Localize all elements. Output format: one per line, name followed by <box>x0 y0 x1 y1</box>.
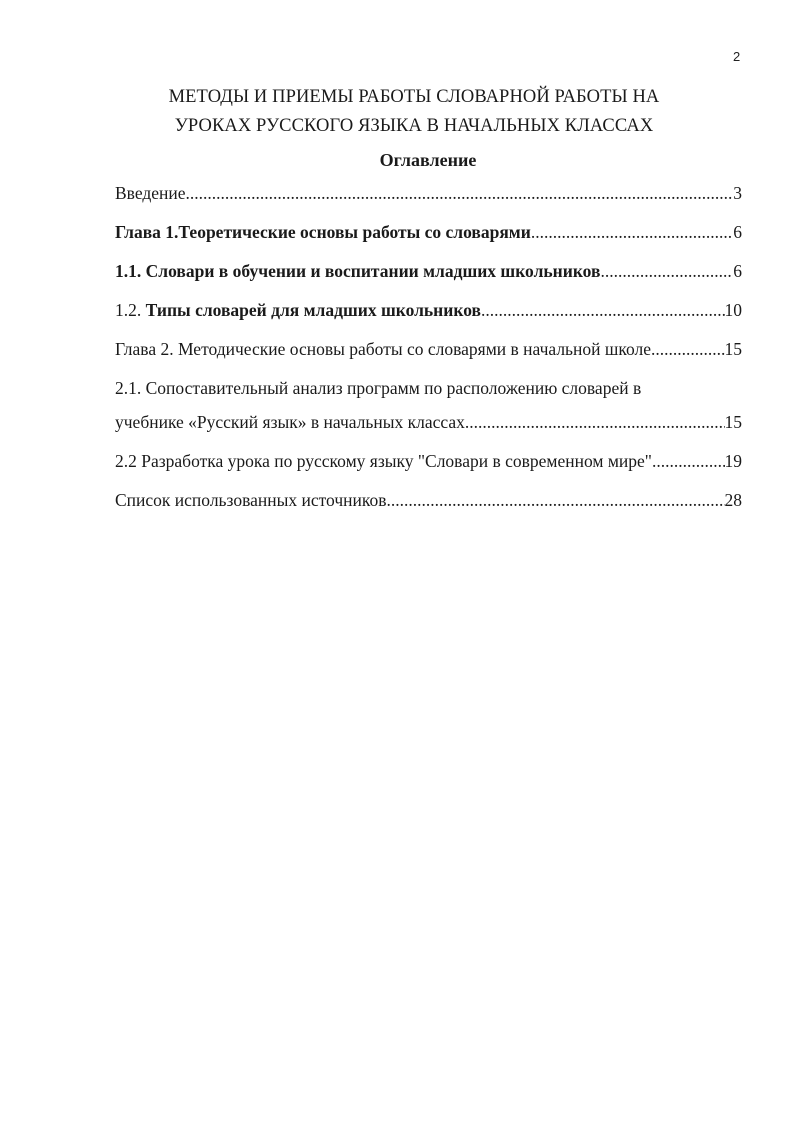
toc-dot-leader <box>651 334 725 364</box>
toc-entry-label: Введение <box>115 183 186 203</box>
document-title-line-2: УРОКАХ РУССКОГО ЯЗЫКА В НАЧАЛЬНЫХ КЛАССАХ <box>174 116 654 136</box>
toc-entry-prefix: 1.2. <box>115 300 146 320</box>
document-title <box>0 83 800 141</box>
toc-entry-page: 19 <box>724 451 742 471</box>
toc-entry-label: Типы словарей для младших школьников <box>145 300 481 320</box>
toc-dot-leader <box>600 256 733 286</box>
toc-entry-page: 6 <box>733 261 742 281</box>
toc-entry-label: Глава 1.Теоретические основы работы со словарями <box>115 222 531 242</box>
toc-entry-section-1-2[interactable] <box>115 295 742 325</box>
toc-dot-leader <box>481 295 725 325</box>
toc-entry-page: 15 <box>724 339 742 359</box>
toc-entry-label-wrapper <box>115 295 481 325</box>
toc-entry-label: учебнике «Русский язык» в начальных классах <box>115 412 465 432</box>
toc-entry-introduction[interactable] <box>115 178 742 208</box>
toc-heading: Оглавление <box>379 150 477 170</box>
toc-dot-leader <box>186 178 734 208</box>
toc-entry-page: 3 <box>733 183 742 203</box>
toc-entry-section-2-1[interactable] <box>115 373 742 437</box>
toc-entry-section-1-1[interactable] <box>115 256 742 286</box>
toc-entry-page: 15 <box>724 412 742 432</box>
toc-entry-chapter-1[interactable] <box>115 217 742 247</box>
toc-entry-page: 6 <box>733 222 742 242</box>
toc-dot-leader <box>652 446 725 476</box>
toc-entry-label: Глава 2. Методические основы работы со словарями в начальной школе <box>115 339 651 359</box>
toc-entry-label: 2.2 Разработка урока по русскому языку "Словари в современном мире" <box>115 451 652 471</box>
toc-entry-page: 28 <box>724 490 742 510</box>
table-of-contents <box>115 178 742 515</box>
toc-entry-section-2-2[interactable] <box>115 446 742 476</box>
toc-entry-references[interactable] <box>115 485 742 515</box>
toc-dot-leader <box>387 485 725 515</box>
toc-dot-leader <box>531 217 733 247</box>
document-title-line-1: МЕТОДЫ И ПРИЕМЫ РАБОТЫ СЛОВАРНОЙ РАБОТЫ НА <box>168 87 660 107</box>
toc-entry-chapter-2[interactable] <box>115 334 742 364</box>
page-number: 2 <box>733 49 741 64</box>
toc-entry-label: Список использованных источников <box>115 490 387 510</box>
toc-dot-leader <box>465 407 725 437</box>
toc-entry-page: 10 <box>724 300 742 320</box>
toc-entry-label: 1.1. Словари в обучении и воспитании младших школьников <box>115 261 601 281</box>
toc-entry-label-line-1: 2.1. Сопоставительный анализ программ по расположению словарей в <box>115 378 642 398</box>
